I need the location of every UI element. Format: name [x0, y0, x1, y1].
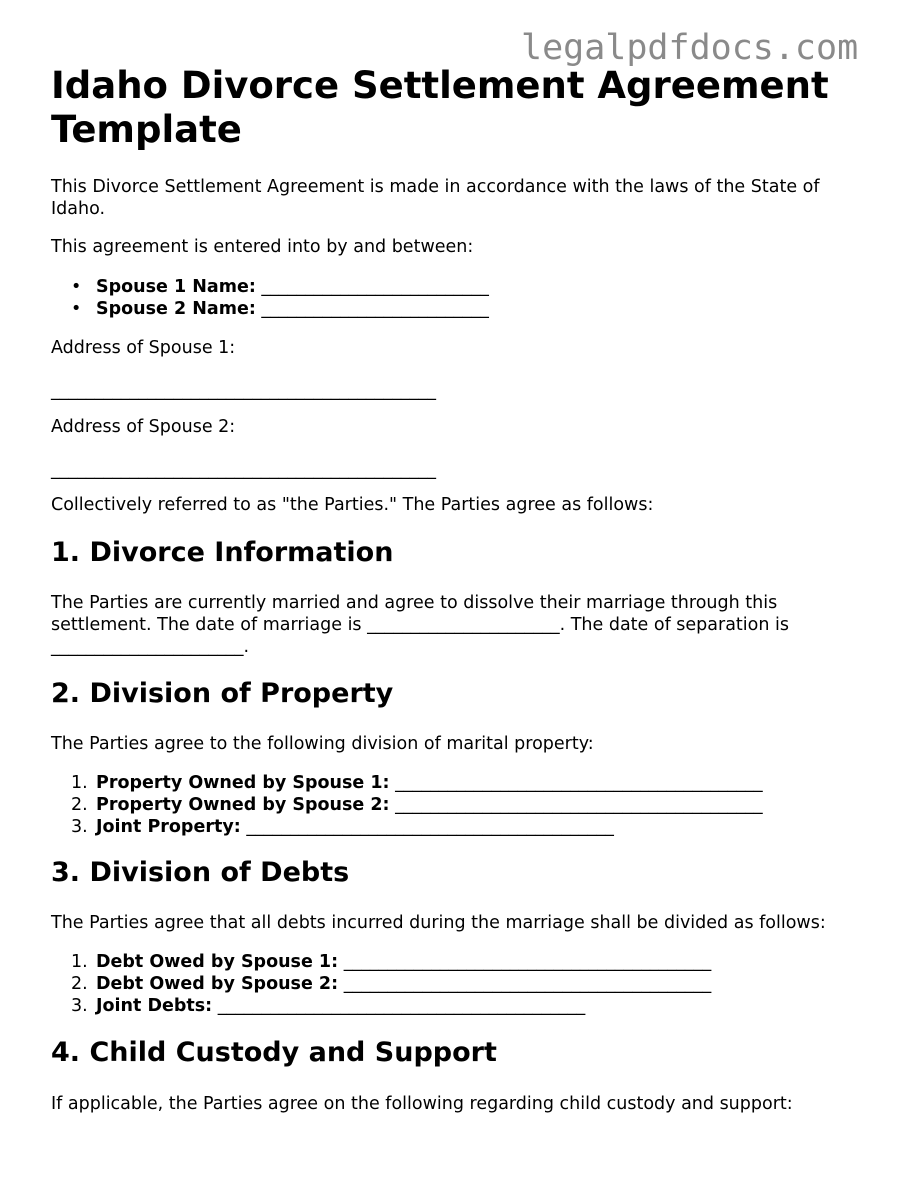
divorce-information-paragraph: The Parties are currently married and agree to dissolve their marriage through this settlement. The date of marriage is ______________________. The date of separation is ______________________.	[51, 593, 789, 657]
address-2-label: Address of Spouse 2:	[51, 417, 236, 437]
list-item-joint-property	[71, 816, 614, 838]
section-heading-division-of-property: 2. Division of Property	[51, 678, 394, 709]
list-item-joint-debts	[71, 995, 585, 1017]
property-1-label: Property Owned by Spouse 1:	[96, 773, 390, 793]
page-title: Idaho Divorce Settlement Agreement Template	[51, 64, 829, 151]
debt-2-label: Debt Owed by Spouse 2:	[96, 974, 339, 994]
section-heading-divorce-information: 1. Divorce Information	[51, 537, 394, 568]
debt-1-blank[interactable]: __________________________________________	[343, 952, 712, 972]
collectively-paragraph: Collectively referred to as "the Parties." The Parties agree as follows:	[51, 495, 654, 515]
bullet-icon: •	[71, 299, 82, 319]
joint-property-label: Joint Property:	[96, 817, 241, 837]
address-1-label: Address of Spouse 1:	[51, 338, 236, 358]
spouse-1-blank[interactable]: __________________________	[261, 277, 489, 297]
list-number: 2.	[71, 974, 88, 994]
list-number: 1.	[71, 773, 88, 793]
joint-property-blank[interactable]: __________________________________________	[246, 817, 614, 837]
debt-1-label: Debt Owed by Spouse 1:	[96, 952, 339, 972]
property-1-blank[interactable]: __________________________________________	[395, 773, 763, 793]
property-intro: The Parties agree to the following division of marital property:	[51, 734, 594, 754]
spouse-2-blank[interactable]: __________________________	[261, 299, 489, 319]
section-heading-child-custody: 4. Child Custody and Support	[51, 1037, 497, 1068]
list-number: 3.	[71, 817, 88, 837]
list-item-spouse-2	[71, 298, 489, 320]
property-2-label: Property Owned by Spouse 2:	[96, 795, 390, 815]
intro-paragraph: This Divorce Settlement Agreement is made in accordance with the laws of the State of Idaho.	[51, 177, 820, 219]
list-item-property-2	[71, 794, 763, 816]
list-item-debt-2	[71, 973, 711, 995]
property-2-blank[interactable]: __________________________________________	[395, 795, 763, 815]
section-heading-division-of-debts: 3. Division of Debts	[51, 857, 350, 888]
spouse-1-label: Spouse 1 Name:	[96, 277, 256, 297]
address-2-blank[interactable]: ____________________________________________	[51, 460, 436, 480]
list-number: 2.	[71, 795, 88, 815]
watermark: legalpdfdocs.com	[521, 28, 859, 68]
list-number: 3.	[71, 996, 88, 1016]
joint-debts-label: Joint Debts:	[96, 996, 213, 1016]
debt-2-blank[interactable]: __________________________________________	[343, 974, 712, 994]
bullet-icon: •	[71, 277, 82, 297]
list-item-spouse-1	[71, 276, 489, 298]
joint-debts-blank[interactable]: __________________________________________	[217, 996, 586, 1016]
list-number: 1.	[71, 952, 88, 972]
list-item-property-1	[71, 772, 763, 794]
entered-into-paragraph: This agreement is entered into by and between:	[51, 237, 474, 257]
list-item-debt-1	[71, 951, 711, 973]
debts-intro: The Parties agree that all debts incurred during the marriage shall be divided as follows:	[51, 913, 826, 933]
address-1-blank[interactable]: ____________________________________________	[51, 381, 436, 401]
spouse-2-label: Spouse 2 Name:	[96, 299, 256, 319]
custody-intro: If applicable, the Parties agree on the following regarding child custody and support:	[51, 1094, 793, 1114]
